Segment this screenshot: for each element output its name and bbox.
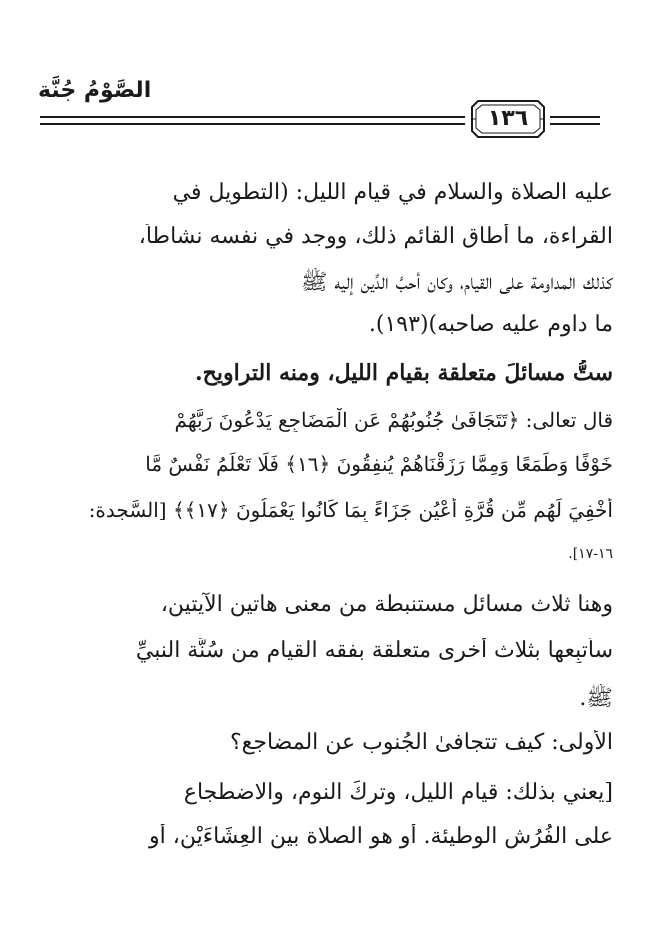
body-line: كذلك المداومة على القيام، وكان أحبَّ الدِّين إليه ﷺ — [300, 270, 613, 295]
body-line: الأولى: كيف تتجافىٰ الجُنوب عن المضاجع؟ — [229, 730, 613, 755]
header-rule-lower — [40, 123, 465, 125]
body-line: ﷺ. — [579, 686, 613, 711]
body-line: على الفُرُش الوطيئة. أو هو الصلاة بين العِشَاءَيْن، أو — [149, 824, 613, 849]
body-line: عليه الصلاة والسلام في قيام الليل: (التطويل في — [172, 180, 613, 205]
header-rule-right-upper — [550, 116, 600, 118]
quran-verse-line: قال تعالى: ﴿تَتَجَافَىٰ جُنُوبُهُمْ عَنِ الْمَضَاجِعِ يَدْعُونَ رَبَّهُمْ — [174, 408, 613, 432]
page-number: ١٣٦ — [487, 106, 529, 131]
quran-verse-line: أُخْفِيَ لَهُم مِّن قُرَّةِ أَعْيُنٍ جَزَاءً بِمَا كَانُوا يَعْمَلُونَ ﴿١٧﴾﴾ [السَّجدة: — [88, 498, 613, 522]
body-line: ١٦-١٧]. — [568, 546, 613, 562]
section-heading: ستُّ مسائلَ متعلقة بقيام الليل، ومنه التراويح. — [195, 360, 613, 386]
body-line: وهنا ثلاث مسائل مستنبطة من معنى هاتين الآيتين، — [160, 592, 613, 617]
quran-verse-line: خَوْفًا وَطَمَعًا وَمِمَّا رَزَقْنَاهُمْ يُنفِقُونَ ﴿١٦﴾ فَلَا تَعْلَمُ نَفْسٌ مَّا — [145, 452, 613, 476]
header-rule-right-lower — [550, 123, 600, 125]
running-header-title: الصَّوْمُ جُنَّة — [38, 78, 152, 103]
body-line: [يعني بذلك: قيام الليل، وتركَ النوم، والاضطجاع — [183, 780, 613, 805]
header-rule-upper — [40, 116, 465, 118]
body-line: ما داوم عليه صاحبه)(١٩٣). — [368, 312, 613, 337]
body-line: سأُتبِعها بثلاث أخرى متعلقة بفقه القيام من سُنَّة النبيِّ — [135, 638, 613, 663]
body-line: القراءة، ما أطاق القائم ذلك، ووجد في نفسه نشاطاً، — [138, 224, 613, 249]
